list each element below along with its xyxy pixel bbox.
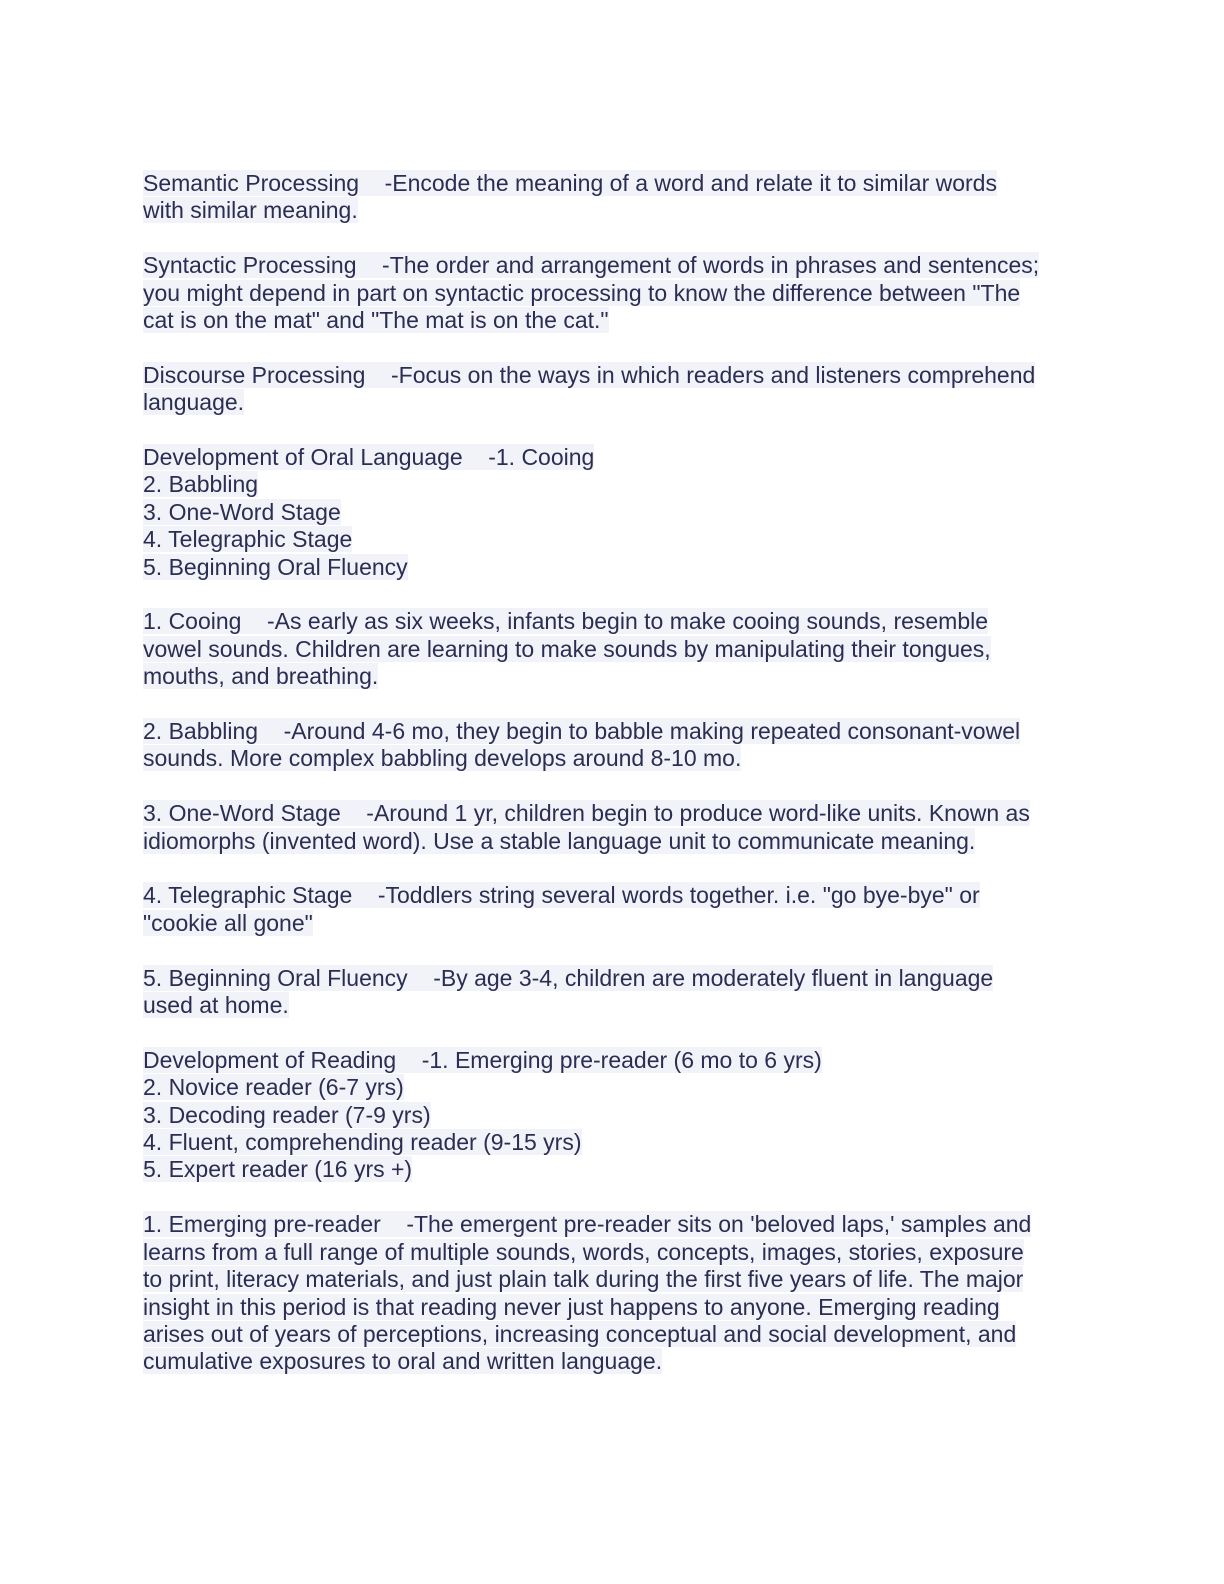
text-line: learns from a full range of multiple sounds, words, concepts, images, stories, exposure: [143, 1238, 1024, 1265]
card-development-oral-language: [143, 444, 1083, 581]
text-line: Development of Reading -1. Emerging pre-reader (6 mo to 6 yrs): [143, 1046, 822, 1073]
text-line: 2. Babbling: [143, 471, 259, 498]
text-line: used at home.: [143, 992, 289, 1019]
text-line: Discourse Processing -Focus on the ways in which readers and listeners comprehend: [143, 361, 1036, 388]
text-line: 5. Expert reader (16 yrs +): [143, 1156, 413, 1183]
text-line: you might depend in part on syntactic processing to know the difference between "The: [143, 279, 1021, 306]
text-line: vowel sounds. Children are learning to make sounds by manipulating their tongues,: [143, 635, 991, 662]
card-telegraphic-stage: [143, 882, 1083, 937]
text-line: "cookie all gone": [143, 909, 313, 936]
card-syntactic-processing: [143, 252, 1083, 334]
text-line: Syntactic Processing -The order and arrangement of words in phrases and sentences;: [143, 252, 1040, 279]
card-development-of-reading: [143, 1047, 1083, 1184]
text-line: 2. Novice reader (6-7 yrs): [143, 1074, 404, 1101]
text-line: to print, literacy materials, and just plain talk during the first five years of life. The major: [143, 1266, 1024, 1293]
card-cooing: [143, 608, 1083, 690]
text-line: mouths, and breathing.: [143, 663, 379, 690]
card-babbling: [143, 718, 1083, 773]
text-line: 1. Cooing -As early as six weeks, infants begin to make cooing sounds, resemble: [143, 608, 989, 635]
card-beginning-oral-fluency: [143, 965, 1083, 1020]
text-line: idiomorphs (invented word). Use a stable language unit to communicate meaning.: [143, 827, 976, 854]
text-line: 1. Emerging pre-reader -The emergent pre-reader sits on 'beloved laps,' samples and: [143, 1211, 1032, 1238]
text-line: arises out of years of perceptions, increasing conceptual and social development, and: [143, 1320, 1017, 1347]
text-line: 5. Beginning Oral Fluency: [143, 553, 408, 580]
text-line: 3. One-Word Stage: [143, 498, 341, 525]
text-line: insight in this period is that reading never just happens to anyone. Emerging reading: [143, 1293, 1000, 1320]
card-semantic-processing: [143, 170, 1083, 225]
text-line: 3. One-Word Stage -Around 1 yr, children begin to produce word-like units. Known as: [143, 800, 1030, 827]
text-line: 2. Babbling -Around 4-6 mo, they begin to babble making repeated consonant-vowel: [143, 718, 1021, 745]
text-line: 3. Decoding reader (7-9 yrs): [143, 1101, 431, 1128]
text-line: with similar meaning.: [143, 197, 358, 224]
text-line: 4. Telegraphic Stage: [143, 526, 353, 553]
card-one-word-stage: [143, 800, 1083, 855]
text-line: language.: [143, 389, 245, 416]
card-discourse-processing: [143, 362, 1083, 417]
text-line: cat is on the mat" and "The mat is on the cat.": [143, 307, 609, 334]
card-emerging-pre-reader: [143, 1211, 1083, 1375]
text-line: cumulative exposures to oral and written language.: [143, 1348, 663, 1375]
text-line: 4. Fluent, comprehending reader (9-15 yrs): [143, 1129, 582, 1156]
text-line: Semantic Processing -Encode the meaning of a word and relate it to similar words: [143, 170, 997, 196]
text-line: sounds. More complex babbling develops around 8-10 mo.: [143, 745, 742, 772]
flashcard-document: [143, 170, 1083, 1403]
text-line: 4. Telegraphic Stage -Toddlers string several words together. i.e. "go bye-bye" or: [143, 882, 980, 909]
text-line: 5. Beginning Oral Fluency -By age 3-4, children are moderately fluent in language: [143, 964, 994, 991]
text-line: Development of Oral Language -1. Cooing: [143, 444, 595, 471]
